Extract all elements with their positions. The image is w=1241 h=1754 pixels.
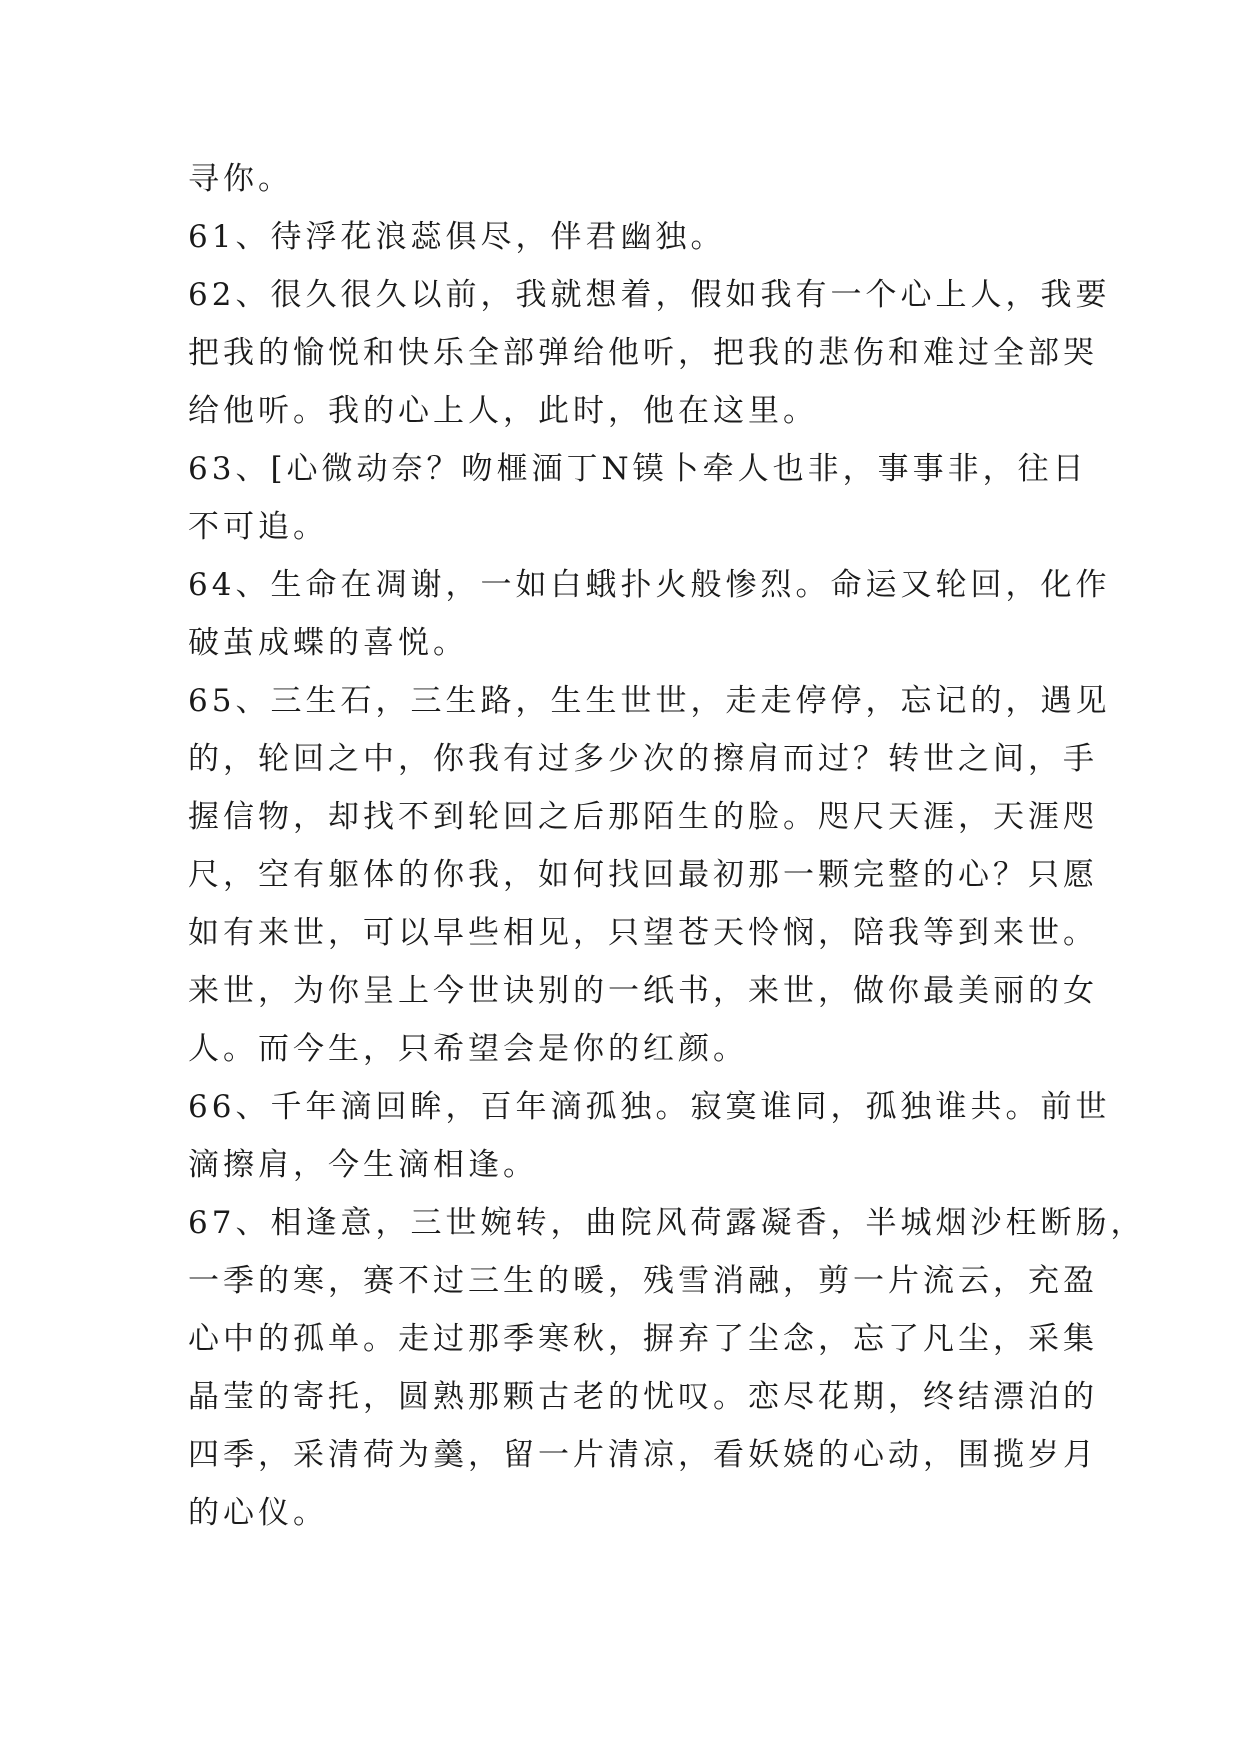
text-line: 把我的愉悦和快乐全部弹给他听，把我的悲伤和难过全部哭 <box>188 335 1098 371</box>
text-line: 67、相逢意，三世婉转，曲院风荷露凝香，半城烟沙枉断肠， <box>188 1205 1146 1241</box>
text-line: 63、[心微动奈？吻榧湎丁N镆卜牵人也非，事事非，往日 <box>188 451 1088 487</box>
text-line: 滴擦肩，今生滴相逢。 <box>188 1147 538 1183</box>
text-line: 一季的寒，赛不过三生的暖，残雪消融，剪一片流云，充盈 <box>188 1263 1098 1299</box>
text-line: 来世，为你呈上今世诀别的一纸书，来世，做你最美丽的女 <box>188 973 1098 1009</box>
document-body <box>188 150 1146 1542</box>
text-line: 不可追。 <box>188 509 328 545</box>
text-line: 晶莹的寄托，圆熟那颗古老的忧叹。恋尽花期，终结漂泊的 <box>188 1379 1098 1415</box>
text-line: 的心仪。 <box>188 1495 328 1531</box>
text-line: 尺，空有躯体的你我，如何找回最初那一颗完整的心？只愿 <box>188 857 1098 893</box>
text-line: 的，轮回之中，你我有过多少次的擦肩而过？转世之间，手 <box>188 741 1098 777</box>
text-line: 握信物，却找不到轮回之后那陌生的脸。咫尺天涯，天涯咫 <box>188 799 1098 835</box>
text-line: 66、千年滴回眸，百年滴孤独。寂寞谁同，孤独谁共。前世 <box>188 1089 1111 1125</box>
text-line: 破茧成蝶的喜悦。 <box>188 625 468 661</box>
text-line: 四季，采清荷为羹，留一片清凉，看妖娆的心动，围揽岁月 <box>188 1437 1098 1473</box>
text-line: 62、很久很久以前，我就想着，假如我有一个心上人，我要 <box>188 277 1111 313</box>
text-line: 寻你。 <box>188 161 293 197</box>
text-line: 心中的孤单。走过那季寒秋，摒弃了尘念，忘了凡尘，采集 <box>188 1321 1098 1357</box>
text-line: 如有来世，可以早些相见，只望苍天怜悯，陪我等到来世。 <box>188 915 1098 951</box>
text-line: 65、三生石，三生路，生生世世，走走停停，忘记的，遇见 <box>188 683 1111 719</box>
text-line: 人。而今生，只希望会是你的红颜。 <box>188 1031 748 1067</box>
text-line: 给他听。我的心上人，此时，他在这里。 <box>188 393 818 429</box>
text-line: 61、待浮花浪蕊俱尽，伴君幽独。 <box>188 219 726 255</box>
text-line: 64、生命在凋谢，一如白蛾扑火般惨烈。命运又轮回，化作 <box>188 567 1111 603</box>
